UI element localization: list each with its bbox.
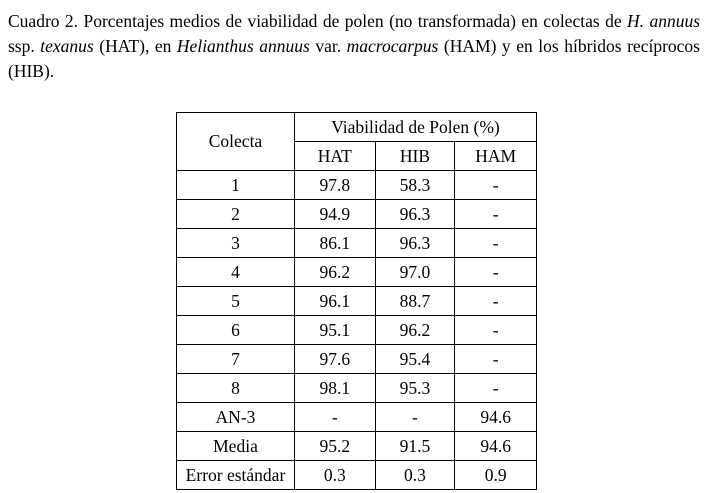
caption-variety: macrocarpus — [346, 36, 439, 56]
cell-colecta: Error estándar — [177, 461, 295, 490]
cell-hat: 96.2 — [294, 258, 375, 287]
cell-hat: 97.6 — [294, 345, 375, 374]
table-row — [177, 171, 537, 200]
cell-hib: 91.5 — [375, 432, 455, 461]
cell-ham: 94.6 — [455, 432, 537, 461]
table-row — [177, 316, 537, 345]
cell-hib: 0.3 — [375, 461, 455, 490]
cell-hib: 95.3 — [375, 374, 455, 403]
cell-colecta: 4 — [177, 258, 295, 287]
cell-hat: 94.9 — [294, 200, 375, 229]
header-ham: HAM — [455, 142, 537, 171]
table-row — [177, 287, 537, 316]
caption-text-3: (HAT), en — [93, 36, 177, 56]
cell-ham: 0.9 — [455, 461, 537, 490]
caption-species-1: H. annuus — [627, 11, 701, 31]
cell-hat: 97.8 — [294, 171, 375, 200]
cell-hib: 58.3 — [375, 171, 455, 200]
caption-text-5: (HAM) y en los híbridos recíprocos (HIB). — [8, 36, 700, 81]
cell-hat: - — [294, 403, 375, 432]
table-row — [177, 345, 537, 374]
cell-colecta: AN-3 — [177, 403, 295, 432]
header-viabilidad: Viabilidad de Polen (%) — [294, 113, 536, 142]
cell-ham: - — [455, 374, 537, 403]
cell-colecta: 1 — [177, 171, 295, 200]
cell-colecta: 3 — [177, 229, 295, 258]
cell-colecta: 8 — [177, 374, 295, 403]
cell-colecta: Media — [177, 432, 295, 461]
header-colecta: Colecta — [177, 113, 295, 171]
table-row — [177, 403, 537, 432]
cell-ham: - — [455, 171, 537, 200]
cell-hib: 96.3 — [375, 229, 455, 258]
cell-ham: 94.6 — [455, 403, 537, 432]
cell-ham: - — [455, 229, 537, 258]
caption-text-4: var. — [309, 36, 347, 56]
cell-hib: 97.0 — [375, 258, 455, 287]
cell-ham: - — [455, 287, 537, 316]
table-row — [177, 461, 537, 490]
table-row — [177, 432, 537, 461]
cell-hat: 86.1 — [294, 229, 375, 258]
caption-subspecies: texanus — [40, 36, 94, 56]
pollen-viability-table — [176, 112, 537, 490]
cell-colecta: 2 — [177, 200, 295, 229]
caption-text-2: ssp. — [8, 36, 41, 56]
cell-hat: 95.1 — [294, 316, 375, 345]
table-row — [177, 200, 537, 229]
table-row — [177, 374, 537, 403]
cell-ham: - — [455, 258, 537, 287]
cell-colecta: 7 — [177, 345, 295, 374]
cell-ham: - — [455, 345, 537, 374]
caption-text-1: Cuadro 2. Porcentajes medios de viabilidad de polen (no transformada) en colectas de — [8, 11, 628, 31]
table-row — [177, 258, 537, 287]
table-header-row — [177, 113, 537, 142]
cell-ham: - — [455, 316, 537, 345]
cell-hib: 88.7 — [375, 287, 455, 316]
table-row — [177, 229, 537, 258]
cell-colecta: 6 — [177, 316, 295, 345]
cell-hat: 95.2 — [294, 432, 375, 461]
header-hat: HAT — [294, 142, 375, 171]
cell-colecta: 5 — [177, 287, 295, 316]
caption-species-2: Helianthus annuus — [176, 36, 310, 56]
cell-hib: 95.4 — [375, 345, 455, 374]
cell-hat: 98.1 — [294, 374, 375, 403]
table-caption — [8, 9, 700, 84]
cell-hib: 96.2 — [375, 316, 455, 345]
cell-hib: - — [375, 403, 455, 432]
header-hib: HIB — [375, 142, 455, 171]
cell-hat: 96.1 — [294, 287, 375, 316]
cell-ham: - — [455, 200, 537, 229]
cell-hib: 96.3 — [375, 200, 455, 229]
cell-hat: 0.3 — [294, 461, 375, 490]
